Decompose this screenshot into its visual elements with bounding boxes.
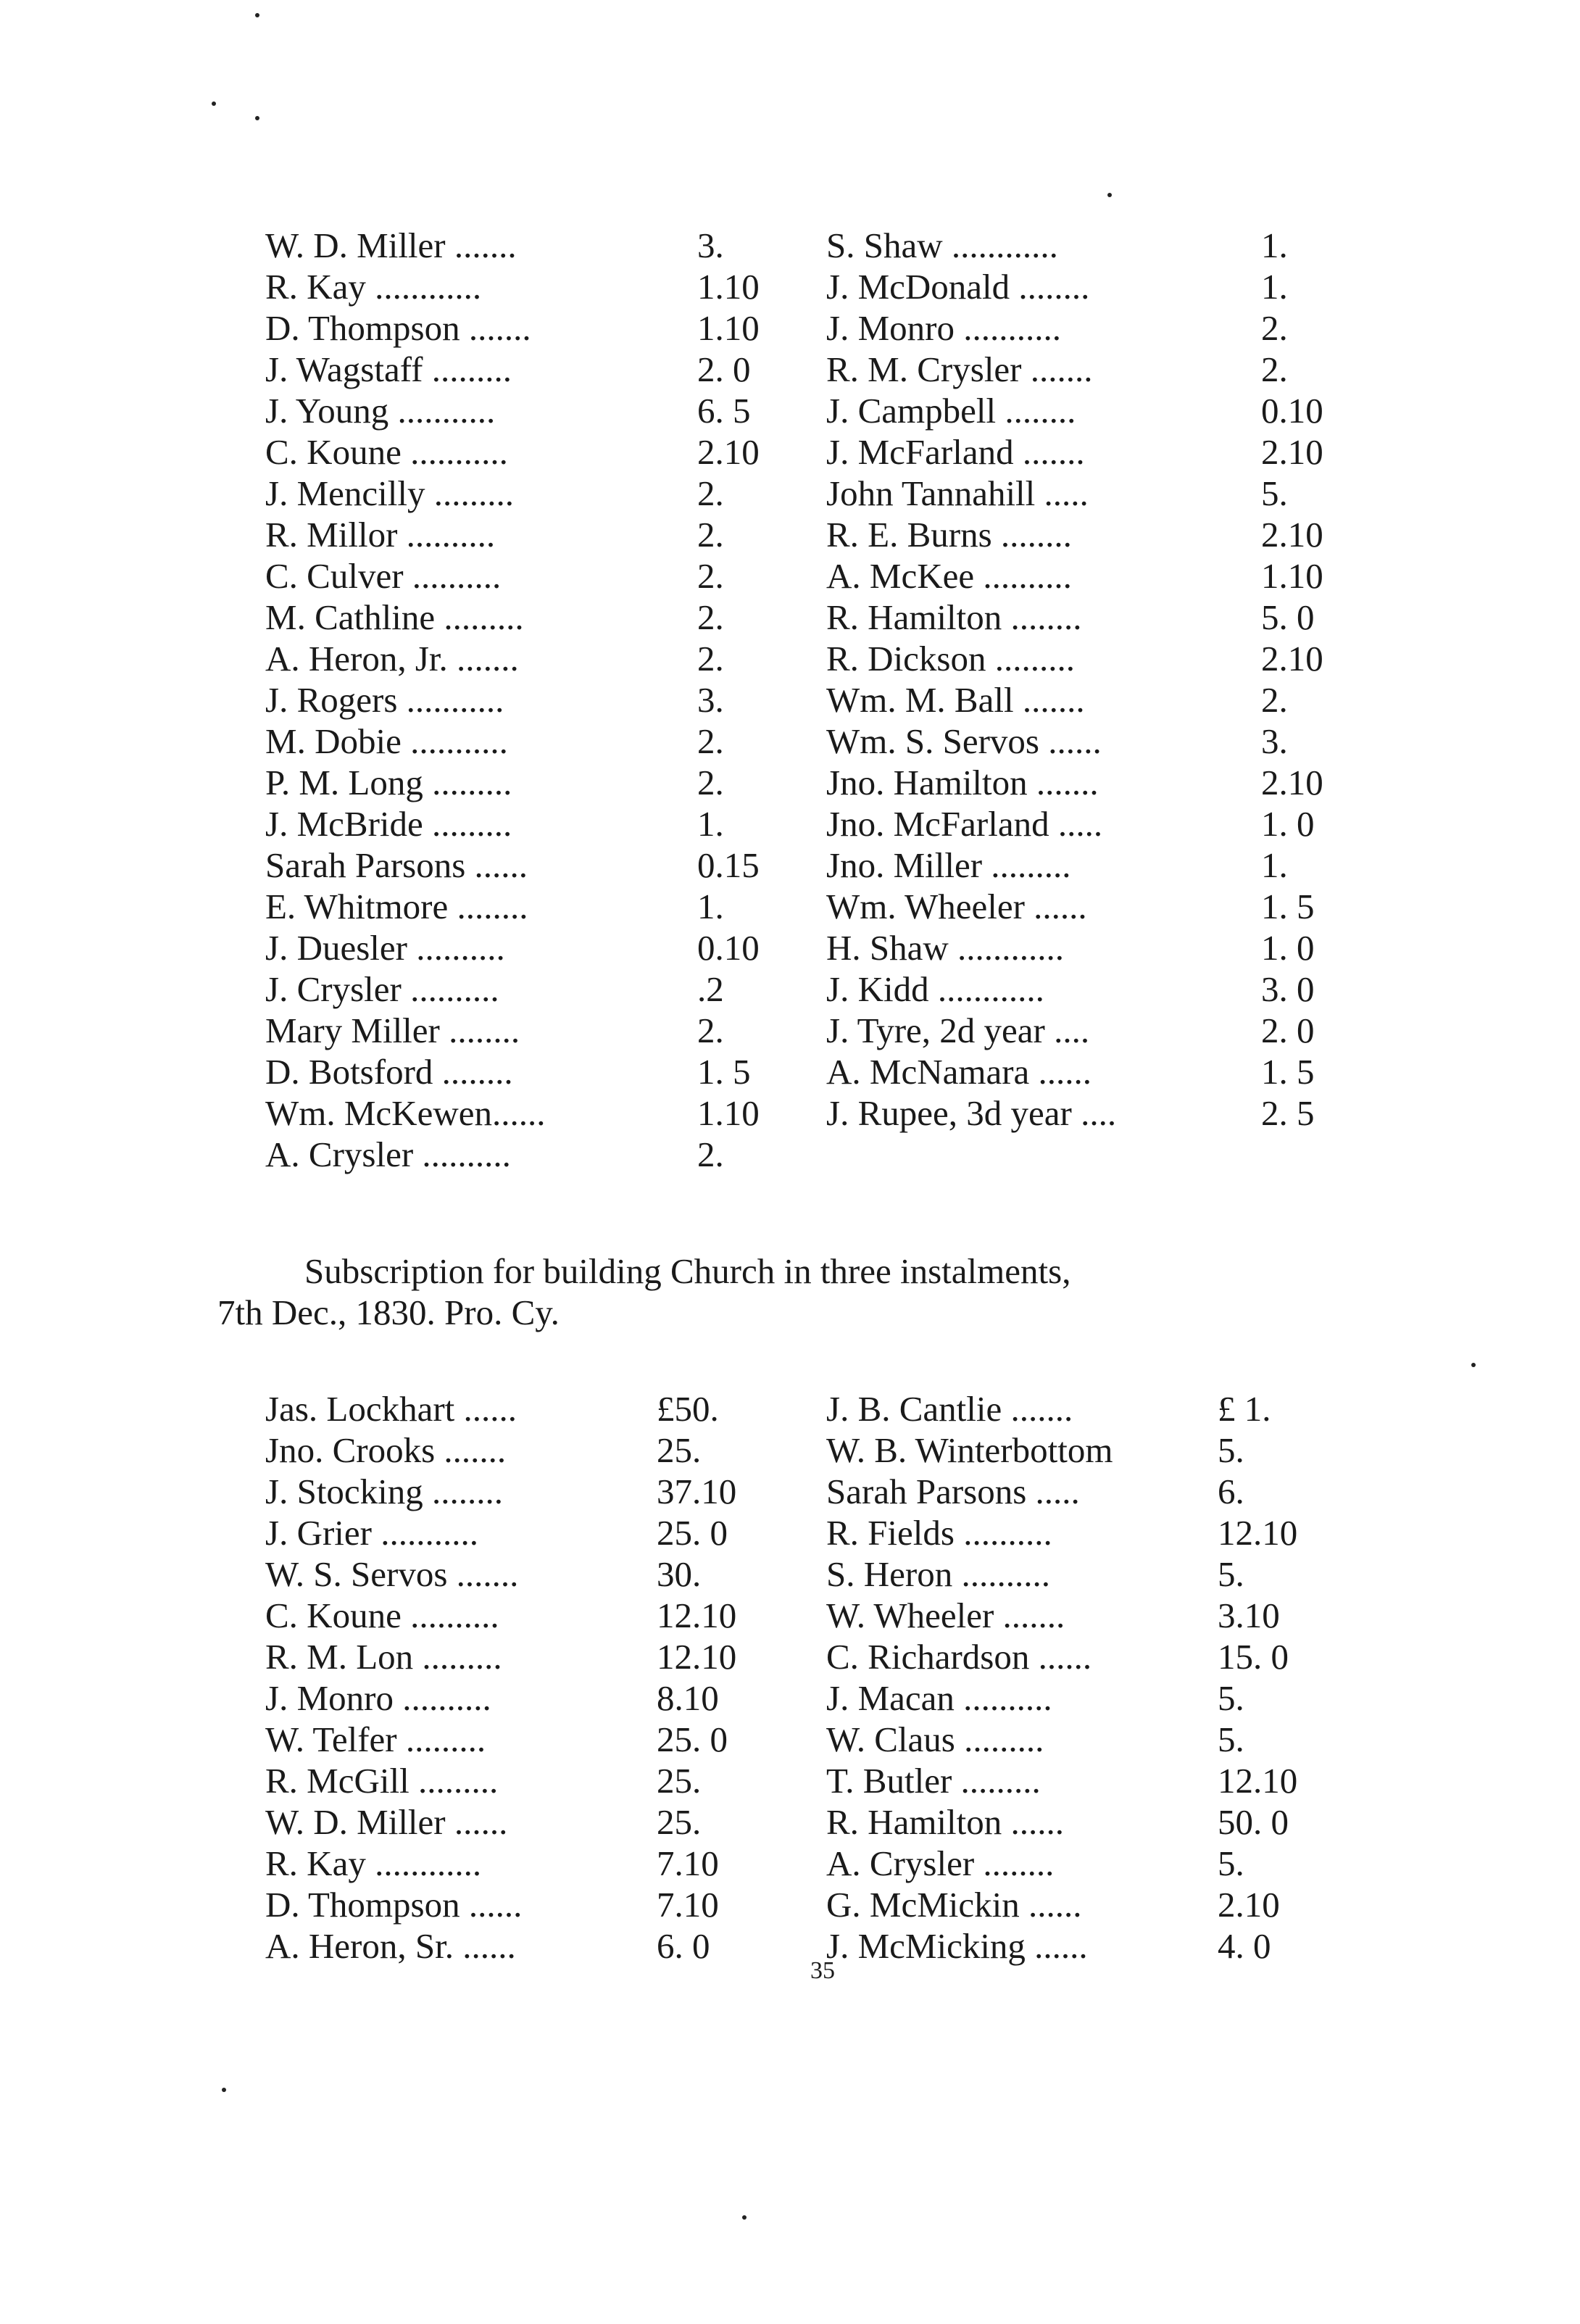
subscriber-row [265,514,831,555]
subscriber-row [826,1636,1377,1677]
subscriber-row [265,225,831,266]
subscriber-row [826,555,1377,597]
subscriber-row [826,1512,1377,1553]
subscription-amount: .2 [697,969,724,1009]
subscription-amount: 5. [1261,473,1288,513]
subscription-amount: 7.10 [657,1843,719,1883]
subscriber-name: D. Thompson ...... [265,1885,523,1925]
subscriber-row [826,1388,1377,1429]
subscriber-row [265,1843,831,1884]
subscriber-name: Jno. Miller ......... [826,845,1071,885]
subscriber-name: J. Rogers ........... [265,680,504,720]
subscription-amount: 2.10 [1261,639,1323,678]
subscriber-name: R. Kay ............ [265,267,482,307]
subscriber-row [265,1051,831,1092]
subscriber-row [265,721,831,762]
subscriber-name: S. Shaw ............ [826,225,1058,265]
subscription-amount: 37.10 [657,1472,737,1511]
subscription-amount: 1.10 [697,308,760,348]
subscription-amount: 2. [1261,680,1288,720]
subscriber-name: R. McGill ......... [265,1761,499,1801]
subscriber-name: W. D. Miller ...... [265,1802,508,1842]
subscriber-name: J. Campbell ........ [826,391,1076,431]
subscriber-row [826,1553,1377,1595]
subscriber-row [265,390,831,431]
subscriber-name: M. Cathline ......... [265,597,524,637]
subscriber-row [265,1471,831,1512]
subscriber-row [826,1719,1377,1760]
subscriber-name: Jno. Hamilton ....... [826,763,1099,802]
subscriber-name: A. Heron, Sr. ...... [265,1926,516,1966]
subscription-amount: 3.10 [1218,1595,1280,1635]
subscriber-name: J. Rupee, 3d year .... [826,1093,1117,1133]
subscriber-name: J. Monro .......... [265,1678,491,1718]
subscriber-row [826,844,1377,886]
subscriber-row [826,1925,1377,1967]
subscription-amount: 2. [1261,308,1288,348]
subscription-amount: 1. 0 [1261,928,1315,968]
subscriber-row [265,1760,831,1801]
subscriber-row [265,431,831,473]
subscriber-name: A. McKee .......... [826,556,1072,596]
subscriber-row [265,1010,831,1051]
second-list-right-column [826,1388,1377,1967]
subscriber-row [265,679,831,721]
subscription-heading-line1: Subscription for building Church in three instalments, [304,1251,1071,1291]
subscriber-name: J. Duesler .......... [265,928,505,968]
subscriber-row [826,1677,1377,1719]
subscription-amount: 3. [697,225,724,265]
subscriber-row [265,1595,831,1636]
first-list-left-column [265,225,831,1175]
subscriber-row [826,266,1377,307]
subscriber-row [265,1884,831,1925]
subscriber-name: A. McNamara ...... [826,1052,1092,1092]
scan-speck [222,2088,226,2092]
subscriber-name: Jno. McFarland ..... [826,804,1103,844]
subscriber-row [826,1801,1377,1843]
subscription-amount: 3. [1261,721,1288,761]
subscriber-row [826,1092,1377,1134]
subscriber-name: J. Kidd ............ [826,969,1044,1009]
subscriber-row [265,349,831,390]
subscription-amount: 30. [657,1554,702,1594]
subscription-amount: 1. [1261,225,1288,265]
scan-speck [255,116,259,120]
subscriber-row [265,968,831,1010]
subscription-amount: 1.10 [1261,556,1323,596]
subscriber-name: R. E. Burns ........ [826,515,1072,555]
subscriber-name: R. M. Crysler ....... [826,349,1093,389]
subscriber-row [826,431,1377,473]
subscriber-row [265,886,831,927]
subscriber-row [265,266,831,307]
subscription-amount: 1. [697,887,724,926]
subscription-amount: 8.10 [657,1678,719,1718]
subscription-amount: 1. [1261,845,1288,885]
subscriber-row [265,597,831,638]
subscriber-row [265,762,831,803]
subscriber-row [265,803,831,844]
subscriber-name: A. Heron, Jr. ....... [265,639,519,678]
subscriber-name: C. Koune .......... [265,1595,499,1635]
subscriber-name: J. McDonald ........ [826,267,1090,307]
subscriber-name: W. D. Miller ....... [265,225,517,265]
subscriber-row [265,927,831,968]
subscriber-name: W. S. Servos ....... [265,1554,519,1594]
subscriber-name: E. Whitmore ........ [265,887,528,926]
subscription-amount: 2. [697,515,724,555]
subscriber-name: J. Macan .......... [826,1678,1052,1718]
subscriber-name: R. Millor .......... [265,515,496,555]
subscriber-row [826,390,1377,431]
subscriber-row [265,1429,831,1471]
subscriber-name: A. Crysler .......... [265,1134,511,1174]
subscription-amount: 1. 5 [697,1052,751,1092]
subscription-amount: 2. [697,556,724,596]
subscriber-name: Mary Miller ........ [265,1010,520,1050]
subscriber-name: Jno. Crooks ....... [265,1430,507,1470]
subscriber-name: R. M. Lon ......... [265,1637,502,1677]
subscription-amount: 3. 0 [1261,969,1315,1009]
subscriber-row [265,1134,831,1175]
subscription-amount: 2. [697,763,724,802]
subscriber-row [265,307,831,349]
subscription-amount: 5. 0 [1261,597,1315,637]
subscription-amount: 2.10 [1261,763,1323,802]
subscriber-name: R. Dickson ......... [826,639,1075,678]
subscriber-row [265,638,831,679]
subscription-heading-line2: 7th Dec., 1830. Pro. Cy. [217,1292,560,1332]
subscriber-row [265,1801,831,1843]
subscription-amount: £50. [657,1389,719,1429]
subscriber-name: D. Botsford ........ [265,1052,513,1092]
subscription-amount: 50. 0 [1218,1802,1289,1842]
subscription-amount: 2.10 [1261,515,1323,555]
scan-speck [255,13,259,17]
subscription-amount: £ 1. [1218,1389,1271,1429]
subscriber-row [265,1553,831,1595]
subscriber-row [826,1471,1377,1512]
subscription-amount: 2. [697,1134,724,1174]
subscriber-row [826,1884,1377,1925]
subscription-amount: 2. 0 [697,349,751,389]
subscriber-row [265,1677,831,1719]
subscriber-name: J. Young ........... [265,391,496,431]
subscriber-row [826,473,1377,514]
subscription-amount: 1. 0 [1261,804,1315,844]
subscriber-row [826,968,1377,1010]
subscriber-name: J. Mencilly ......... [265,473,514,513]
subscription-amount: 4. 0 [1218,1926,1271,1966]
subscriber-row [265,1092,831,1134]
subscription-amount: 2.10 [697,432,760,472]
subscriber-row [265,1512,831,1553]
first-list-right-column [826,225,1377,1134]
subscriber-row [826,225,1377,266]
subscriber-row [826,597,1377,638]
subscriber-name: J. McBride ......... [265,804,512,844]
subscriber-name: R. Hamilton ...... [826,1802,1065,1842]
subscriber-row [826,514,1377,555]
subscriber-row [826,927,1377,968]
subscription-amount: 12.10 [1218,1761,1298,1801]
subscriber-row [826,721,1377,762]
subscriber-name: John Tannahill ..... [826,473,1089,513]
subscriber-row [826,1051,1377,1092]
page-number: 35 [810,1957,835,1984]
subscriber-row [826,1760,1377,1801]
subscription-amount: 25. [657,1430,702,1470]
subscription-amount: 12.10 [1218,1513,1298,1553]
subscription-amount: 0.10 [1261,391,1323,431]
subscriber-name: C. Koune ........... [265,432,508,472]
subscriber-row [265,1925,831,1967]
subscription-amount: 5. [1218,1719,1244,1759]
subscription-amount: 2. [697,639,724,678]
subscriber-name: J. B. Cantlie ....... [826,1389,1073,1429]
subscription-amount: 0.15 [697,845,760,885]
subscription-amount: 2. [697,1010,724,1050]
subscription-amount: 2. [1261,349,1288,389]
subscriber-name: S. Heron .......... [826,1554,1050,1594]
subscriber-row [826,1595,1377,1636]
subscriber-row [826,307,1377,349]
subscription-amount: 0.10 [697,928,760,968]
subscriber-name: R. Hamilton ........ [826,597,1082,637]
subscription-heading [217,1250,1377,1333]
subscriber-row [826,1429,1377,1471]
scan-speck [742,2215,747,2220]
subscriber-row [826,349,1377,390]
subscription-amount: 5. [1218,1430,1244,1470]
subscription-amount: 15. 0 [1218,1637,1289,1677]
subscription-amount: 25. 0 [657,1513,728,1553]
scan-speck [1471,1363,1476,1367]
subscriber-name: M. Dobie ........... [265,721,508,761]
subscriber-name: R. Fields .......... [826,1513,1052,1553]
subscription-amount: 1. 5 [1261,887,1315,926]
subscriber-row [265,473,831,514]
subscription-amount: 7.10 [657,1885,719,1925]
subscriber-name: Jas. Lockhart ...... [265,1389,517,1429]
subscriber-name: H. Shaw ............ [826,928,1065,968]
subscriber-name: A. Crysler ........ [826,1843,1055,1883]
subscriber-name: Sarah Parsons ...... [265,845,528,885]
subscriber-name: W. B. Winterbottom [826,1430,1113,1470]
subscriber-row [826,762,1377,803]
subscription-amount: 12.10 [657,1637,737,1677]
subscriber-row [826,679,1377,721]
subscriber-row [826,1010,1377,1051]
subscription-amount: 6. [1218,1472,1244,1511]
scan-speck [1107,193,1112,197]
subscriber-row [826,638,1377,679]
subscription-amount: 3. [697,680,724,720]
subscriber-name: J. Monro ........... [826,308,1061,348]
second-list-left-column [265,1388,831,1967]
subscriber-name: J. Stocking ........ [265,1472,504,1511]
subscription-amount: 25. [657,1802,702,1842]
subscriber-name: W. Telfer ......... [265,1719,486,1759]
subscriber-row [826,803,1377,844]
subscription-amount: 2. 5 [1261,1093,1315,1133]
subscription-amount: 6. 0 [657,1926,710,1966]
subscription-amount: 25. 0 [657,1719,728,1759]
subscriber-name: D. Thompson ....... [265,308,531,348]
subscription-amount: 1. 5 [1261,1052,1315,1092]
subscriber-name: J. McFarland ....... [826,432,1085,472]
subscription-amount: 1. [697,804,724,844]
subscriber-name: G. McMickin ...... [826,1885,1082,1925]
subscription-amount: 12.10 [657,1595,737,1635]
subscription-amount: 2. [697,597,724,637]
subscriber-name: Wm. McKewen...... [265,1093,546,1133]
subscription-amount: 5. [1218,1678,1244,1718]
subscriber-name: Sarah Parsons ..... [826,1472,1080,1511]
subscription-amount: 2. [697,721,724,761]
subscriber-row [265,555,831,597]
subscription-amount: 2.10 [1218,1885,1280,1925]
subscriber-name: W. Wheeler ....... [826,1595,1065,1635]
subscriber-name: Wm. S. Servos ...... [826,721,1102,761]
subscription-amount: 2.10 [1261,432,1323,472]
subscription-amount: 5. [1218,1554,1244,1594]
scan-speck [212,101,216,106]
subscription-amount: 6. 5 [697,391,751,431]
subscription-amount: 1.10 [697,1093,760,1133]
subscriber-name: P. M. Long ......... [265,763,512,802]
subscriber-name: J. Tyre, 2d year .... [826,1010,1090,1050]
subscriber-row [265,1636,831,1677]
subscriber-name: T. Butler ......... [826,1761,1041,1801]
subscriber-row [826,886,1377,927]
subscription-amount: 2. 0 [1261,1010,1315,1050]
subscription-amount: 1. [1261,267,1288,307]
subscriber-row [265,844,831,886]
subscriber-name: W. Claus ......... [826,1719,1044,1759]
subscriber-name: Wm. Wheeler ...... [826,887,1087,926]
subscriber-name: C. Richardson ...... [826,1637,1092,1677]
subscription-amount: 2. [697,473,724,513]
subscriber-name: J. Grier ........... [265,1513,478,1553]
subscription-amount: 5. [1218,1843,1244,1883]
subscriber-row [826,1843,1377,1884]
subscriber-name: C. Culver .......... [265,556,502,596]
subscriber-name: J. Crysler .......... [265,969,499,1009]
subscription-amount: 25. [657,1761,702,1801]
subscriber-name: J. Wagstaff ......... [265,349,512,389]
subscriber-name: J. McMicking ...... [826,1926,1088,1966]
subscriber-name: R. Kay ............ [265,1843,482,1883]
subscriber-row [265,1388,831,1429]
subscriber-row [265,1719,831,1760]
subscription-amount: 1.10 [697,267,760,307]
subscriber-name: Wm. M. Ball ....... [826,680,1085,720]
